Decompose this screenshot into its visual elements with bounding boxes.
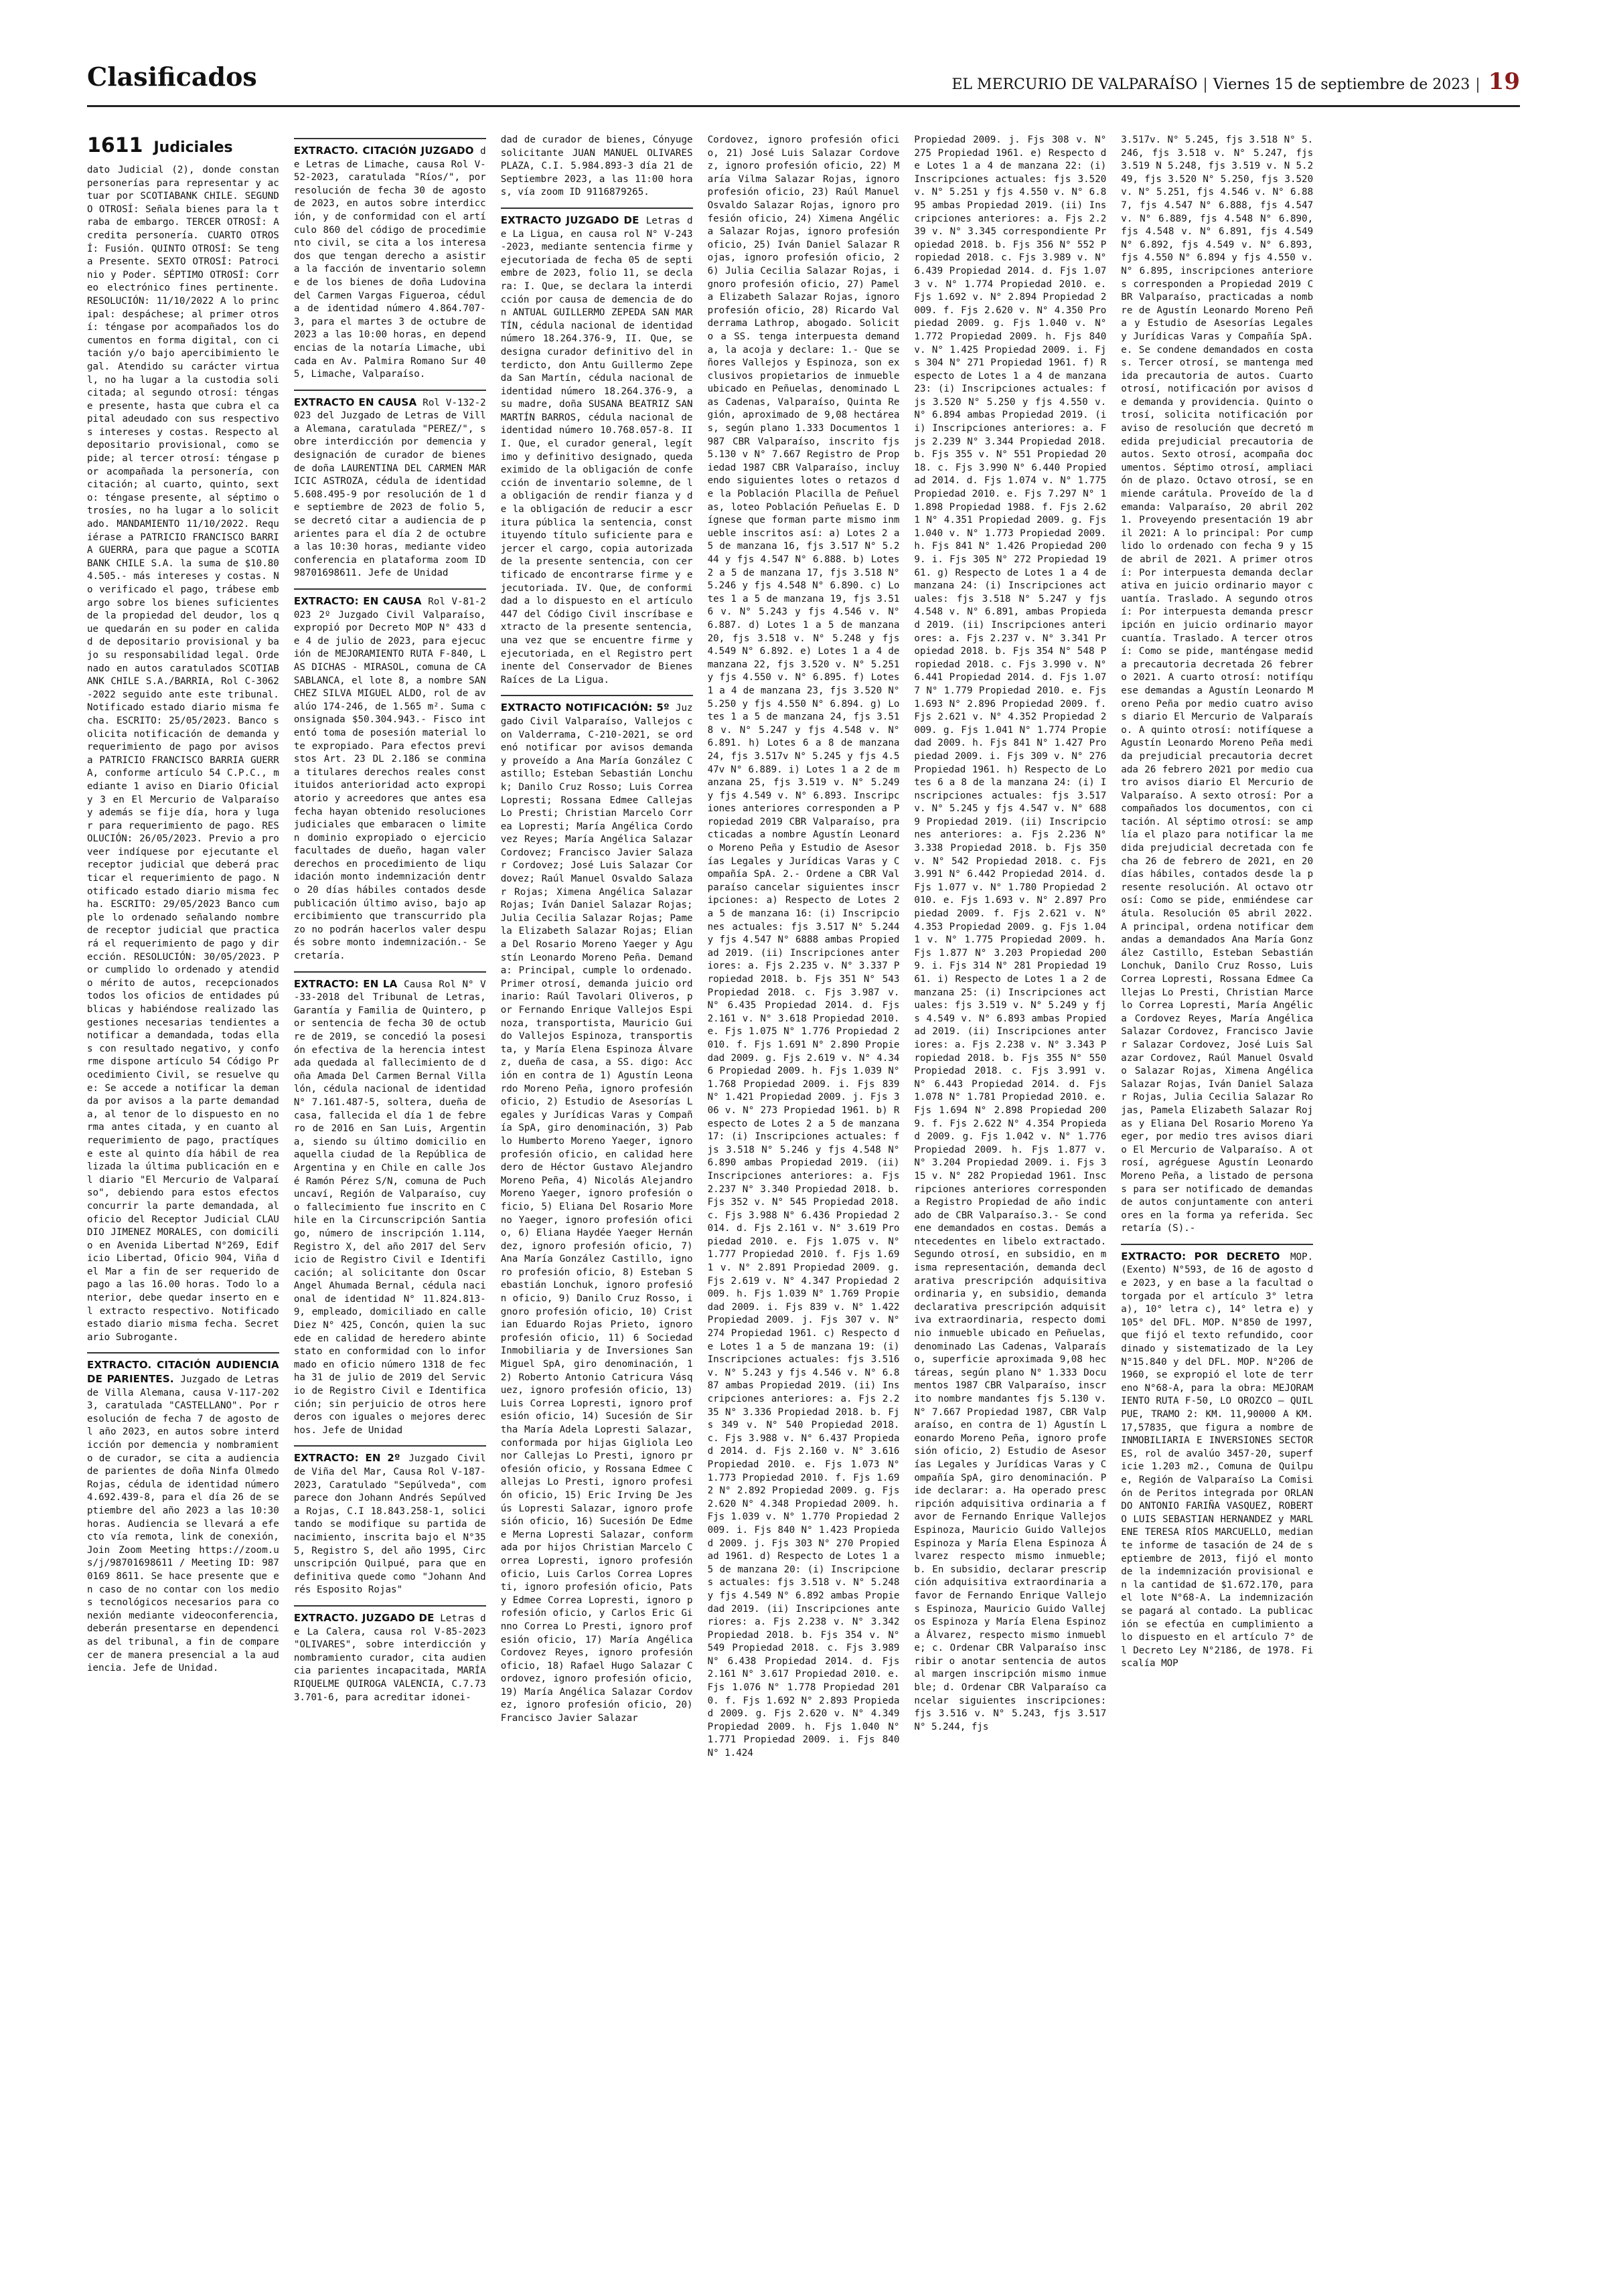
notice-body: Juzgado Civil de Viña del Mar, Causa Rol V-187-2023, Caratulado "Sepúlveda", comparece don Johann Andrés Sepúlveda Rojas, C.I 18.843.258-1, solicitando se modifique su partida de nacimiento, inscrita bajo el N°355, Registro S, del año 1995, Circunscripción Quilpué, para que en definitiva quede como "Johann Andrés Esposito Rojas" — [293, 1453, 486, 1596]
notice-divider — [294, 588, 486, 590]
notice-divider — [294, 971, 486, 973]
legal-notice — [501, 134, 693, 199]
legal-notice — [294, 145, 486, 382]
notice-body: de Letras de Limache, causa Rol V-52-2023, caratulada "Ríos/", por resolución de fecha 30 de agosto de 2023, en autos sobre interdicción, y de conformidad con el artículo 860 del código de procedimiento civil, se cita a los interesados que tengan derecho a asistir a la facción de inventario solemne de los bienes de doña Ludovina del Carmen Vargas Figueroa, cédula de identidad número 4.864.707-3, para el martes 3 de octubre de 2023 a las 10:00 horas, en dependencias de la notaría Limache, ubicada en Av. Palmira Romano Sur 405, Limache, Valparaíso. — [293, 146, 486, 380]
notice-heading: EXTRACTO. CITACIÓN JUZGADO — [293, 145, 474, 157]
legal-notice — [1121, 134, 1313, 1236]
notice-heading: EXTRACTO JUZGADO DE — [500, 214, 639, 226]
page-header — [87, 60, 1520, 107]
category-number: 1611 — [87, 134, 143, 157]
notice-body: Causa Rol N° V-33-2018 del Tribunal de Letras, Garantía y Familia de Quintero, por sentencia de fecha 30 de octubre de 2019, se concedió la posesión efectiva de la herencia intestada quedada al fallecimiento de doña Amada Del Carmen Bernal Villalón, cédula nacional de identidad N° 7.161.487-5, soltera, dueña de casa, fallecida el día 1 de febrero de 2016 en San Luis, Argentina, siendo su último domicilio en aquella ciudad de la República de Argentina y en Chile en calle José Ramón Pérez S/N, comuna de Puchuncaví, Región de Valparaíso, cuyo fallecimiento fue inscrito en Chile en la Circunscripción Santiago, número de inscripción 1.114, Registro X, del año 2017 del Servicio de Registro Civil e Identificación; al solicitante don Oscar Angel Ahumada Bernal, cédula nacional de identidad N° 11.824.813-9, empleado, domiciliado en calle Diez N° 425, Concón, quien la sucede en calidad de heredero abintestato en conformidad con lo informado en oficio número 1318 de fecha 31 de julio de 2019 del Servicio de Registro Civil e Identificación; sin perjuicio de otros herederos con iguales o mejores derechos. Jefe de Unidad — [293, 979, 486, 1436]
column-6 — [1121, 134, 1313, 2222]
column-1 — [87, 134, 279, 2222]
notice-body: Rol V-132-2023 del Juzgado de Letras de Villa Alemana, caratulada "PEREZ/", sobre interdicción por demencia y designación de curador de bienes de doña LAURENTINA DEL CARMEN MARICIC ASTROZA, cédula de identidad 5.608.495-9 por resolución de 1 de septiembre de 2023 de folio 5, se decretó citar a audiencia de parientes para el día 2 de octubre a las 10:30 horas, mediante videoconferencia en plataforma zoom ID 98701698611. Jefe de Unidad — [293, 397, 486, 579]
notice-body: Propiedad 2009. j. Fjs 308 v. N° 275 Propiedad 1961. e) Respecto de Lotes 1 a 4 de manzana 22: (i) Inscripciones actuales: fjs 3.520 v. N° 5.251 y fjs 4.550 v. N° 6.895 ambas Propiedad 2019. (ii) Inscripciones anteriores: a. Fjs 2.239 v. N° 3.345 correspondiente Propiedad 2018. b. Fjs 356 N° 552 Propiedad 2018. c. Fjs 3.989 v. N° 6.439 Propiedad 2014. d. Fjs 1.073 v. N° 1.774 Propiedad 2010. e. Fjs 1.692 v. N° 2.894 Propiedad 2009. f. Fjs 2.620 v. N° 4.350 Propiedad 2009. g. Fjs 1.040 v. N° 1.772 Propiedad 2009. h. Fjs 840 v. N° 1.425 Propiedad 2009. i. Fjs 304 N° 271 Propiedad 1961. f) Respecto de Lotes 1 a 4 de manzana 23: (i) Inscripciones actuales: fjs 3.520 N° 5.250 y fjs 4.550 v. N° 6.894 ambas Propiedad 2019. (ii) Inscripciones anteriores: a. Fjs 2.239 N° 3.344 Propiedad 2018. b. Fjs 355 v. N° 551 Propiedad 2018. c. Fjs 3.990 N° 6.440 Propiedad 2014. d. Fjs 1.074 v. N° 1.775 Propiedad 2010. e. Fjs 7.297 N° 11.898 Propiedad 1988. f. Fjs 2.621 N° 4.351 Propiedad 2009. g. Fjs 1.040 v. N° 1.773 Propiedad 2009. h. Fjs 841 N° 1.426 Propiedad 2009. i. Fjs 305 N° 272 Propiedad 1961. g) Respecto de Lotes 1 a 4 de manzana 24: (i) Inscripciones actuales: fjs 3.518 N° 5.247 y fjs 4.548 v. N° 6.891, ambas Propiedad 2019. (ii) Inscripciones anteriores: a. Fjs 2.237 v. N° 3.341 Propiedad 2018. b. Fjs 354 N° 548 Propiedad 2018. c. Fjs 3.990 v. N° 6.441 Propiedad 2014. d. Fjs 1.077 N° 1.779 Propiedad 2010. e. Fjs 1.693 N° 2.896 Propiedad 2009. f. Fjs 2.621 v. N° 4.352 Propiedad 2009. g. Fjs 1.041 N° 1.774 Propiedad 2009. h. Fjs 841 N° 1.427 Propiedad 2009. i. Fjs 309 v. N° 276 Propiedad 1961. h) Respecto de Lotes 6 a 8 de la manzana 24: (i) Inscripciones actuales: fjs 3.517 v. N° 5.245 y fjs 4.547 v. N° 6889 Propiedad 2019. (ii) Inscripciones anteriores: a. Fjs 2.236 N° 3.338 Propiedad 2018. b. Fjs 350 v. N° 542 Propiedad 2018. c. Fjs 3.991 N° 6.442 Propiedad 2014. d. Fjs 1.077 v. N° 1.780 Propiedad 2010. e. Fjs 1.693 v. N° 2.897 Propiedad 2009. f. Fjs 2.621 v. N° 4.353 Propiedad 2009. g. Fjs 1.041 v. N° 1.775 Propiedad 2009. h. Fjs 1.877 N° 3.203 Propiedad 2009. i. Fjs 314 N° 281 Propiedad 1961. i) Respecto de Lotes 1 a 2 de manzana 25: (i) Inscripciones actuales: fjs 3.519 v. N° 5.249 y fjs 4.549 v. N° 6.893 ambas Propiedad 2019. (ii) Inscripciones anteriores: a. Fjs 2.238 v. N° 3.343 Propiedad 2018. b. Fjs 355 N° 550 Propiedad 2018. c. Fjs 3.991 v. N° 6.443 Propiedad 2014. d. Fjs 1.078 N° 1.781 Propiedad 2010. e. Fjs 1.694 N° 2.898 Propiedad 2009. f. Fjs 2.622 N° 4.354 Propiedad 2009. g. Fjs 1.042 v. N° 1.776 Propiedad 2009. h. Fjs 1.877 v. N° 3.204 Propiedad 2009. i. Fjs 315 v. N° 282 Propiedad 1961. Inscripciones anteriores corresponden a Registro Propiedad de año indicado de CBR Valparaíso.3.- Se condene demandados en costas. Demás antecedentes en libelo extractado. Segundo otrosí, en subsidio, en misma representación, demanda declarativa prescripción adquisitiva ordinaria y, en subsidio, demanda declarativa prescripción adquisitiva extraordinaria, respecto dominio inmueble ubicado en Peñuelas, denominado Las Cadenas, Valparaíso, superficie aproximada 9,08 hectáreas, según plano N° 1.333 Documentos 1987 CBR Valparaíso, inscrito nombre mandantes fjs 5.130 v. N° 7.667 Propiedad 1987, CBR Valparaíso, en contra de 1) Agustín Leonardo Moreno Peña, ignoro profesión oficio, 2) Estudio de Asesorías Legales y Jurídicas Varas y Compañía SpA, giro denominación. Pide declarar: a. Ha operado prescripción adquisitiva ordinaria a favor de Fernando Enrique Vallejos Espinoza, Mauricio Guido Vallejos Espinoza y María Elena Espinoza Álvarez respecto mismo inmueble; b. En subsidio, declarar prescripción adquisitiva extraordinaria a favor de Fernando Enrique Vallejos Espinoza, Mauricio Guido Vallejos Espinoza y María Elena Espinoza Álvarez, respecto mismo inmueble; c. Ordenar CBR Valparaíso inscribir o anotar sentencia de autos al margen inscripción mismo inmueble; d. Ordenar CBR Valparaíso cancelar siguientes inscripciones: fjs 3.516 v. N° 5.243, fjs 3.517 N° 5.244, fjs — [914, 135, 1107, 1732]
notice-heading: EXTRACTO: EN LA — [293, 977, 398, 990]
legal-notice — [87, 1359, 279, 1675]
legal-notice — [294, 595, 486, 963]
column-5 — [914, 134, 1106, 2222]
notice-body: MOP. (Exento) N°593, de 16 de agosto de 2023, y en base a la facultad otorgada por el artículo 3° letra a), 10° letra c), 14° letra e) y 105° del DFL. MOP. N°850 de 1997, que fijó el texto refundido, coordinado y sistematizado de la Ley N°15.840 y del DFL. MOP. N°206 de 1960, se expropió el lote de terreno N°68-A, para la obra: MEJORAMIENTO RUTA F-50, LO OROZCO – QUILPUE, TRAMO 2: KM. 11,90000 A KM. 17,57835, que figura a nombre de INMOBILIARIA E INVERSIONES SECTORES, rol de avalúo 3457-20, superficie 1.203 m2., Comuna de Quilpue, Región de Valparaíso La Comisión de Peritos integrada por ORLANDO ANTONIO FARIÑA VASQUEZ, ROBERTO LUIS SEBASTIAN HERNANDEZ y MARLENE TERESA RÍOS MARCUELLO, mediante informe de tasación de 24 de septiembre de 2013, fijó el monto de la indemnización provisional en la cantidad de $1.672.170, para el lote N°68-A. La indemnización se pagará al contado. La publicación se efectúa en cumplimiento a lo dispuesto en el artículo 7° del Decreto Ley N°2186, de 1978. Fiscalía MOP — [1121, 1251, 1314, 1669]
section-title: Clasificados — [87, 62, 257, 92]
notice-body: Juzgado de Letras de Villa Alemana, causa V-117-2023, caratulada "CASTELLANO". Por resolución de fecha 7 de agosto del año 2023, en autos sobre interdicción por demencia y nombramiento de curador, se cita a audiencia de parientes de doña Ninfa Olmedo Rojas, cédula de identidad número 4.692.439-8, para el día 26 de septiembre del año 2023 a las 10:30 horas. Audiencia se llevará a efecto vía remota, link de conexión, Join Zoom Meeting https://zoom.us/j/98701698611 / Meeting ID: 987 0169 8611. Se hace presente que en caso de no contar con los medios tecnológicos necesarios para conexión mediante videoconferencia, deberán presentarse en dependencias del tribunal, a fin de comparecer de manera presencial a la audiencia. Jefe de Unidad. — [87, 1374, 279, 1674]
notice-divider — [501, 695, 693, 696]
notice-body: 3.517v. N° 5.245, fjs 3.518 N° 5.246, fjs 3.518 v. N° 5.247, fjs 3.519 N 5.248, fjs 3.519 v. N 5.249, fjs 3.520 N° 5.250, fjs 3.520 v. N° 5.251, fjs 4.546 v. N° 6.887, fjs 4.547 N° 6.888, fjs 4.547v. N° 6.889, fjs 4.548 N° 6.890, fjs 4.548 v. N° 6.891, fjs 4.549 N° 6.892, fjs 4.549 v. N° 6.893, fjs 4.550 N° 6.894 y fjs 4.550 v. N° 6.895, inscripciones anteriores corresponden a Propiedad 2019 CBR Valparaíso, practicadas a nombre de Agustín Leonardo Moreno Peña y Estudio de Asesorías Legales y Jurídicas Varas y Compañía SpA. e. Se condene demandados en costas. Tercer otrosí, se mantenga medida precautoria de autos. Cuarto otrosí, notificación por avisos de demanda y providencia. Quinto otrosí, solicita notificación por aviso de resolución que decretó medida prejudicial precautoria de autos. Sexto otrosí, acompaña documentos. Séptimo otrosí, ampliación de plazo. Octavo otrosí, se enmiende carátula. Proveído de la demanda: Valparaíso, 20 abril 2021. Proveyendo presentación 19 abril 2021: A lo principal: Por cumplido lo ordenado con fecha 9 y 15 de abril de 2021. A primer otrosí: Por interpuesta demanda declarativa en juicio ordinario mayor cuantía. Traslado. A segundo otrosí: Por interpuesta demanda prescripción en juicio ordinario mayor cuantía. Traslado. A tercer otrosí: Como se pide, manténgase medida precautoria decretada 26 febrero 2021. A cuarto otrosí: notifíquese demandas a Agustín Leonardo Moreno Peña por medio cuatro avisos diario El Mercurio de Valparaíso. A quinto otrosí: notifíquese a Agustín Leonardo Moreno Peña medida prejudicial precautoria decretada 26 febrero 2021 por medio cuatro avisos diario El Mercurio de Valparaíso. A sexto otrosí: Por acompañados los documentos, con citación. Al séptimo otrosí: se amplía el plazo para notificar la medida prejudicial decretada con fecha 26 de febrero de 2021, en 20 días hábiles, contados desde la presente resolución. Al octavo otrosí: Como se pide, enmiéndese carátula. Resolución 05 abril 2022. A principal, ordena notificar demandas a demandados Ana María González Castillo, Esteban Sebastián Lonchuk, Danilo Cruz Rosso, Luis Correa Lopresti, Rossana Edmee Callejas Lo Presti, Christian Marcelo Correa Lopresti, María Angélica Cordovez Reyes, María Angélica Salazar Cordovez, Francisco Javier Salazar Cordovez, José Luis Salazar Cordovez, Raúl Manuel Osvaldo Salazar Rojas, Ximena Angélica Salazar Rojas, Iván Daniel Salazar Rojas, Julia Cecilia Salazar Rojas, Pamela Elizabeth Salazar Rojas y Eliana Del Rosario Moreno Yaeger, por medio tres avisos diario El Mercurio de Valparaíso. A otrosí, agréguese Agustín Leonardo Moreno Peña, a listado de personas para ser notificado de demandas de autos conjuntamente con anteriores en la forma ya referida. Secretaría (S).- — [1121, 135, 1314, 1234]
column-2 — [294, 134, 486, 2222]
newspaper-name: EL MERCURIO DE VALPARAÍSO — [951, 76, 1198, 93]
legal-notice — [294, 978, 486, 1438]
notice-body: Cordovez, ignoro profesión oficio, 21) José Luis Salazar Cordovez, ignoro profesión oficio, 22) María Vilma Salazar Rojas, ignoro profesión oficio, 23) Raúl Manuel Osvaldo Salazar Rojas, ignoro profesión oficio, 24) Ximena Angélica Salazar Rojas, ignoro profesión oficio, 25) Iván Daniel Salazar Rojas, ignoro profesión oficio, 26) Julia Cecilia Salazar Rojas, ignoro profesión oficio, 27) Pamela Elizabeth Salazar Rojas, ignoro profesión oficio, 28) Ricardo Valderrama Lathrop, abogado. Solicito a SS. tenga interpuesta demanda, la acoja y declare: 1.- Que señores Vallejos y Espinoza, son exclusivos propietarios de inmueble ubicado en Peñuelas, denominado Las Cadenas, Valparaíso, Quinta Región, aproximado de 9,08 hectáreas, según plano 1.333 Documentos 1987 CBR Valparaíso, inscrito fjs 5.130 v N° 7.667 Registro de Propiedad 1987 CBR Valparaíso, incluyendo siguientes lotes o retazos de la Población Placilla de Peñuelas, loteo Población Peñuelas E. Dígnese que forman parte mismo inmueble inscritos así: a) Lotes 2 a 5 de manzana 16, fjs 3.517 N° 5.244 y fjs 4.547 N° 6.888. b) Lotes 2 a 5 de manzana 17, fjs 3.518 N° 5.246 y fjs 4.548 N° 6.890. c) Lotes 1 a 5 de manzana 19, fjs 3.516 v. N° 5.243 y fjs 4.546 v. N° 6.887. d) Lotes 1 a 5 de manzana 20, fjs 3.518 v. N° 5.248 y fjs 4.549 N° 6.892. e) Lotes 1 a 4 de manzana 22, fjs 3.520 v. N° 5.251 y fjs 4.550 v. N° 6.895. f) Lotes 1 a 4 de manzana 23, fjs 3.520 N° 5.250 y fjs 4.550 N° 6.894. g) Lotes 1 a 5 de manzana 24, fjs 3.518 v. N° 5.247 y fjs 4.548 v. N° 6.891. h) Lotes 6 a 8 de manzana 24, fjs 3.517v N° 5.245 y fjs 4.547v N° 6.889. i) Lotes 1 a 2 de manzana 25, fjs 3.519 v. N° 5.249 y fjs 4.549 v. N° 6.893. Inscripciones anteriores corresponden a Propiedad 2019 CBR Valparaíso, practicadas a nombre Agustín Leonardo Moreno Peña y Estudio de Asesorías Legales y Jurídicas Varas y Compañía SpA. 2.- Ordene a CBR Valparaíso cancelar siguientes inscripciones: a) Respecto de Lotes 2 a 5 de manzana 16: (i) Inscripciones actuales: fjs 3.517 N° 5.244 y fjs 4.547 N° 6888 ambas Propiedad 2019. (ii) Inscripciones anteriores: a. Fjs 2.235 v. N° 3.337 Propiedad 2018. b. Fjs 351 N° 543 Propiedad 2018. c. Fjs 3.987 v. N° 6.435 Propiedad 2014. d. Fjs 2.161 v. N° 3.618 Propiedad 2010. e. Fjs 1.075 N° 1.776 Propiedad 2010. f. Fjs 1.691 N° 2.890 Propiedad 2009. g. Fjs 2.619 v. N° 4.346 Propiedad 2009. h. Fjs 1.039 N° 1.768 Propiedad 2009. i. Fjs 839 N° 1.421 Propiedad 2009. j. Fjs 306 v. N° 273 Propiedad 1961. b) Respecto de Lotes 2 a 5 de manzana 17: (i) Inscripciones actuales: fjs 3.518 N° 5.246 y fjs 4.548 N° 6.890 ambas Propiedad 2019. (ii) Inscripciones anteriores: a. Fjs 2.237 N° 3.340 Propiedad 2018. b. Fjs 352 v. N° 545 Propiedad 2018. c. Fjs 3.988 N° 6.436 Propiedad 2014. d. Fjs 2.161 v. N° 3.619 Propiedad 2010. e. Fjs 1.075 v. N° 1.777 Propiedad 2010. f. Fjs 1.691 v. N° 2.891 Propiedad 2009. g. Fjs 2.619 v. N° 4.347 Propiedad 2009. h. Fjs 1.039 N° 1.769 Propiedad 2009. i. Fjs 839 v. N° 1.422 Propiedad 2009. j. Fjs 307 v. N° 274 Propiedad 1961. c) Respecto de Lotes 1 a 5 de manzana 19: (i) Inscripciones actuales: fjs 3.516 v. N° 5.243 y fjs 4.546 v. N° 6.887 ambas Propiedad 2019. (ii) Inscripciones anteriores: a. Fjs 2.235 N° 3.336 Propiedad 2018. b. Fjs 349 v. N° 540 Propiedad 2018. c. Fjs 3.988 v. N° 6.437 Propiedad 2014. d. Fjs 2.160 v. N° 3.616 Propiedad 2010. e. Fjs 1.073 N° 1.773 Propiedad 2010. f. Fjs 1.692 N° 2.892 Propiedad 2009. g. Fjs 2.620 N° 4.348 Propiedad 2009. h. Fjs 1.039 v. N° 1.770 Propiedad 2009. i. Fjs 840 N° 1.423 Propiedad 2009. j. Fjs 303 N° 270 Propiedad 1961. d) Respecto de Lotes 1 a 5 de manzana 20: (i) Inscripciones actuales: fjs 3.518 v. N° 5.248 y fjs 4.549 N° 6.892 ambas Propiedad 2019. (ii) Inscripciones anteriores: a. Fjs 2.238 v. N° 3.342 Propiedad 2018. b. Fjs 354 v. N° 549 Propiedad 2018. c. Fjs 3.989 N° 6.438 Propiedad 2014. d. Fjs 2.161 N° 3.617 Propiedad 2010. e. Fjs 1.076 N° 1.778 Propiedad 2010. f. Fjs 1.692 N° 2.893 Propiedad 2009. g. Fjs 2.620 v. N° 4.349 Propiedad 2009. h. Fjs 1.040 N° 1.771 Propiedad 2009. i. Fjs 840 N° 1.424 — [707, 135, 900, 1759]
legal-notice — [708, 134, 900, 1760]
notice-heading: EXTRACTO EN CAUSA — [293, 396, 417, 408]
column-3 — [501, 134, 693, 2222]
legal-notice — [294, 396, 486, 580]
masthead: EL MERCURIO DE VALPARAÍSO | Viernes 15 de septiembre de 2023 | 19 — [951, 68, 1520, 95]
notice-divider — [87, 1352, 279, 1354]
notice-body: Rol V-81-2023 2º Juzgado Civil Valparaíso, expropió por Decreto MOP N° 433 de 4 de julio de 2023, para ejecución de MEJORAMIENTO RUTA F-840, LAS DICHAS - MIRASOL, comuna de CASABLANCA, el lote 8, a nombre SANCHEZ SILVA MIGUEL ALDO, rol de avalúo 174-246, de 1.565 m². Suma consignada $50.304.943.- Fisco intentó toma de posesión material lote expropiado. Para efectos previstos Art. 23 DL 2.186 se conmina a titulares derechos reales constituidos anterioridad acto expropiatorio y acreedores que antes esa fecha hayan obtenido resoluciones judiciales que embaracen o limiten dominio expropiado o ejercicio facultades de dueño, hagan valer derechos en procedimiento de liquidación monto indemnización dentro 20 días hábiles contados desde publicación último aviso, bajo apercibimiento que transcurrido plazo no podrán hacerlos valer después sobre monto indemnización.- Secretaría. — [293, 596, 486, 962]
notice-heading: EXTRACTO. JUZGADO DE — [293, 1611, 435, 1624]
legal-notice — [501, 214, 693, 687]
legal-notice — [294, 1452, 486, 1597]
notice-heading: EXTRACTO NOTIFICACIÓN: 5º — [500, 702, 670, 714]
notice-divider — [294, 390, 486, 391]
notice-divider — [294, 1445, 486, 1447]
legal-notice — [501, 702, 693, 1725]
notice-body: Juzgado Civil Valparaíso, Vallejos con Valderrama, C-210-2021, se ordenó notificar por avisos demanda y proveído a Ana María González Castillo; Esteban Sebastián Lonchuk; Danilo Cruz Rosso; Luis Correa Lopresti; Rossana Edmee Callejas Lo Presti; Christian Marcelo Correa Lopresti; María Angélica Cordovez Reyes; María Angélica Salazar Cordovez; Francisco Javier Salazar Cordovez; José Luis Salazar Cordovez; Raúl Manuel Osvaldo Salazar Rojas; Ximena Angélica Salazar Rojas; Iván Daniel Salazar Rojas; Julia Cecilia Salazar Rojas; Pamela Elizabeth Salazar Rojas; Eliana Del Rosario Moreno Yaeger y Agustín Leonardo Moreno Peña. Demanda: Principal, cumple lo ordenado. Primer otrosí, demanda juicio ordinario: Raúl Tavolari Oliveros, por Fernando Enrique Vallejos Espinoza, transportista, Mauricio Guido Vallejos Espinoza, transportista, y María Elena Espinoza Álvarez, dueña de casa, a SS. digo: Acción en contra de 1) Agustín Leonardo Moreno Peña, ignoro profesión oficio, 2) Estudio de Asesorías Legales y Jurídicas Varas y Compañía SpA, giro denominación, 3) Pablo Humberto Moreno Yaeger, ignoro profesión oficio, en calidad heredero de Héctor Gustavo Alejandro Moreno Peña, 4) Nicolás Alejandro Moreno Yaeger, ignoro profesión oficio, 5) Eliana Del Rosario Moreno Yaeger, ignoro profesión oficio, 6) Eliana Haydée Yaeger Hernández, ignoro profesión oficio, 7) Ana María González Castillo, ignoro profesión oficio, 8) Esteban Sebastián Lonchuk, ignoro profesión oficio, 9) Danilo Cruz Rosso, ignoro profesión oficio, 10) Cristian Eduardo Rojas Prieto, ignoro profesión oficio, 11) 6 Sociedad Inmobiliaria y de Inversiones San Miguel SpA, giro denominación, 12) Roberto Antonio Catricura Vásquez, ignoro profesión oficio, 13) Luis Correa Lopresti, ignoro profesión oficio, 14) Sucesión de Sirtha María Adela Lopresti Salazar, conformada por hijas Gigliola Leonor Callejas Lo Presti, ignoro profesión oficio, y Rossana Edmee Callejas Lo Presti, ignoro profesión oficio, 15) Eric Irving De Jesús Lopresti Salazar, ignoro profesión oficio, 16) Sucesión De Edmee Merna Lopresti Salazar, conformada por hijos Christian Marcelo Correa Lopresti, ignoro profesión oficio, Luis Carlos Correa Lopresti, ignoro profesión oficio, Patsy Edmee Correa Lopresti, ignoro profesión oficio, y Carlos Eric Ginno Correa Lo Presti, ignoro profesión oficio, 17) María Angélica Cordovez Reyes, ignoro profesión oficio, 18) Rafael Hugo Salazar Cordovez, ignoro profesión oficio, 19) María Angélica Salazar Cordovez, ignoro profesión oficio, 20) Francisco Javier Salazar — [500, 703, 693, 1724]
legal-notice — [1121, 1250, 1313, 1671]
category-heading — [87, 134, 279, 157]
category-name: Judiciales — [153, 139, 233, 156]
notice-body: dad de curador de bienes, Cónyuge solicitante JUAN MANUEL OLIVARES PLAZA, C.I. 5.984.893-3 día 21 de Septiembre 2023, a las 11:00 horas, vía zoom ID 9116879265. — [500, 135, 693, 198]
legal-notice — [87, 164, 279, 1344]
column-4 — [708, 134, 900, 2222]
legal-notice — [294, 1612, 486, 1704]
notice-heading: EXTRACTO: EN 2º — [293, 1452, 400, 1465]
notice-body: Letras de La Calera, causa rol V-85-2023 "OLIVARES", sobre interdicción y nombramiento curador, cita audiencia parientes incapacitada, MARÍA RIQUELME QUIROGA VALENCIA, C.7.733.701-6, para acreditar idonei- — [293, 1613, 486, 1703]
notice-heading: EXTRACTO: EN CAUSA — [293, 595, 422, 607]
notice-body: dato Judicial (2), donde constan personerías para representar y actuar por SCOTIABANK CHILE. SEGUNDO OTROSÍ: Señala bienes para la traba de embargo. TERCER OTROSÍ: Acredita personería. CUARTO OTROSÍ: Fusión. QUINTO OTROSÍ: Se tenga Presente. SEXTO OTROSÍ: Patrocinio y Poder. SÉPTIMO OTROSÍ: Correo electrónico fines pertinente. RESOLUCIÓN: 11/10/2022 A lo principal: despáchese; al primer otrosí: téngase por acompañados los documentos en forma digital, con citación y/o bajo apercibimiento legal. Atendido su carácter virtual, no ha lugar a la custodia solicitada; al segundo otrosí: téngase presente, hasta que cubra el capital adeudado con sus respectivos intereses y costas. Respecto al depositario provisional, como se pide; al tercer otrosí: téngase por acompañada la personería, con citación; al cuarto, quinto, sexto: téngase presente, al séptimo otrosíes, no ha lugar a lo solicitado. MANDAMIENTO 11/10/2022. Requiérase a PATRICIO FRANCISCO BARRIA GUERRA, para que pague a SCOTIABANK CHILE S.A. la suma de $10.804.505.- más intereses y costas. No verificado el pago, trábese embargo sobre los bienes suficientes de la propiedad del deudor, los que quedarán en su poder en calidad de depositario provisional y bajo su responsabilidad legal. Ordenado en autos caratulados SCOTIABANK CHILE S.A./BARRIA, Rol C-3062-2022 seguido ante este tribunal. Notificado estado diario misma fecha. ESCRITO: 25/05/2023. Banco solicita notificación de demanda y requerimiento de pago por avisos a PATRICIO FRANCISCO BARRIA GUERRA, conforme artículo 54 C.P.C., mediante 1 aviso en Diario Oficial y 3 en El Mercurio de Valparaíso y además se fije día, hora y lugar para requerimiento de pago. RESOLUCIÓN: 26/05/2023. Previo a proveer indíquese por ejecutante el receptor judicial que deberá practicar el requerimiento de pago. Notificado estado diario misma fecha. ESCRITO: 29/05/2023 Banco cumple lo ordenado señalando nombre de receptor judicial que practicará el requerimiento de pago y dirección. RESOLUCIÓN: 30/05/2023. Por cumplido lo ordenado y atendido mérito de autos, recepcionados todos los oficios de entidades públicas y habiéndose realizado las gestiones necesarias tendientes a notificar a demandada, todas ellas con resultado negativo, y conforme dispone artículo 54 Código Procedimiento Civil, se resuelve que: Se accede a notificar la demanda por avisos a la parte demandada, al tenor de lo dispuesto en norma antes citada, y en cuanto al requerimiento de pago, practíquese este al quinto día hábil de realizada la última publicación en el diario "El Mercurio de Valparaíso", debiendo para estos efectos concurrir la parte demandada, al oficio del Receptor Judicial CLAUDIO JIMENEZ MORALES, con domicilio en Avenida Libertad N°269, Edificio Libertad, Oficio 904, Viña del Mar a fin de ser requerido de pago a las 16.00 horas. Todo lo anterior, debe quedar inserto en el extracto respectivo. Notificado estado diario misma fecha. Secretario Subrogante. — [87, 165, 279, 1343]
notice-body: Letras de La Ligua, en causa rol N° V-243-2023, mediante sentencia firme y ejecutoriada de fecha 05 de septiembre de 2023, folio 11, se declara: I. Que, se declara la interdicción por causa de demencia de don ANTUAL GUILLERMO ZEPEDA SAN MARTÍN, cédula nacional de identidad número 18.264.376-9, II. Que, se designa curador definitivo del interdicto, don Antu Guillermo Zepeda San Martín, cédula nacional de identidad número 18.264.376-9, a su madre, doña SUSANA BEATRIZ SAN MARTÍN BARROS, cédula nacional de identidad número 10.768.057-8. III. Que, el curador general, legítimo y definitivo designado, queda eximido de la obligación de confección de inventario solemne, de la obligación de rendir fianza y de la obligación de reducir a escritura pública la sentencia, constituyendo título suficiente para ejercer el cargo, copia autorizada de la presente sentencia, con certificado de encontrarse firme y ejecutoriada. IV. Que, de conformidad a lo dispuesto en el artículo 447 del Código Civil inscríbase extracto de la presente sentencia, una vez que se encuentre firme y ejecutoriada, en el Registro pertinente del Conservador de Bienes Raíces de La Ligua. — [500, 215, 693, 685]
issue-date: Viernes 15 de septiembre de 2023 — [1213, 76, 1470, 93]
notice-heading: EXTRACTO: POR DECRETO — [1121, 1250, 1280, 1262]
notice-heading: EXTRACTO. CITACIÓN AUDIENCIA DE PARIENTES. — [87, 1359, 279, 1386]
notice-divider — [294, 1605, 486, 1607]
notice-divider — [294, 138, 486, 139]
legal-notice — [914, 134, 1106, 1734]
notice-divider — [501, 208, 693, 209]
classifieds-columns — [87, 134, 1520, 2222]
page-number: 19 — [1488, 68, 1520, 95]
notice-divider — [1121, 1244, 1313, 1245]
